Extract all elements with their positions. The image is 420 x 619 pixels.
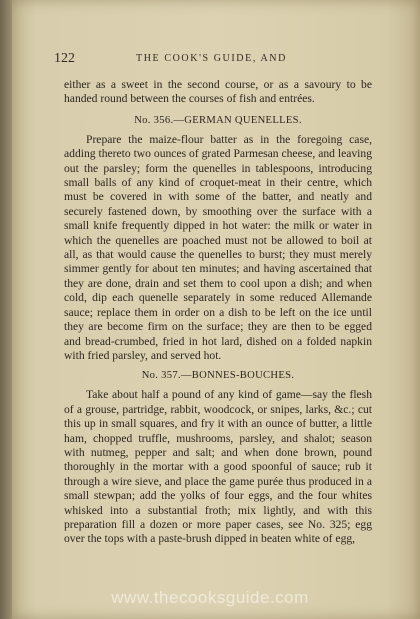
- intro-paragraph: either as a sweet in the second course, or as a savoury to be handed round between the courses of fish and entrées.: [64, 78, 372, 106]
- recipe-357-heading: No. 357.—BONNES-BOUCHES.: [141, 370, 295, 382]
- page-header: [54, 51, 372, 65]
- recipe-356-body: Prepare the maize-flour batter as in the foregoing case, adding thereto two ounces of grated Parmesan cheese, and leaving out the parsley; form the quenelles in tablespoons, introducing small balls of any kind of croquet-meat in their centre, which must be covered in with some of the batter, and neatly and securely fastened down, by smoothing over the surface with a small knife frequently dipped in hot water: the milk or water in which the quenelles are poached must not be allowed to boil at all, as that would cause the quenelles to burst; they must merely simmer gently for about ten minutes; and having ascertained that they are done, drain and set them to cool upon a dish; and when cold, dip each quenelle separately in some reduced Allemande sauce; replace them in order on a dish to be left on the ice until they are become firm on the surface; they are then to be egged and bread-crumbed, fried in hot lard, dished on a folded napkin with fried parsley, and served hot.: [64, 132, 372, 362]
- recipe-356-heading: No. 356.—GERMAN QUENELLES.: [134, 114, 302, 126]
- page-text: [64, 78, 372, 547]
- watermark: www.thecooksguide.com: [111, 588, 309, 607]
- page-number: 122: [54, 51, 75, 66]
- recipe-357-body: Take about half a pound of any kind of game—say the flesh of a grouse, partridge, rabbit, woodcock, or snipes, larks, &c.; cut this up in small squares, and fry it with an ounce of butter, a little ham, chopped truffle, mushrooms, parsley, and shalot; season with nutmeg, pepper and salt; and when done brown, pound thoroughly in the mortar with a good spoonful of sauce; rub it through a wire sieve, and place the game purée thus produced in a small stewpan; add the yolks of four eggs, and the four whites whisked into a substantial froth; mix lightly, and with this preparation fill a dozen or more paper cases, see No. 325; egg over the tops with a paste-brush dipped in beaten white of egg,: [64, 388, 372, 546]
- book-spine-shadow: [0, 0, 12, 619]
- running-head: THE COOK'S GUIDE, AND: [136, 53, 287, 64]
